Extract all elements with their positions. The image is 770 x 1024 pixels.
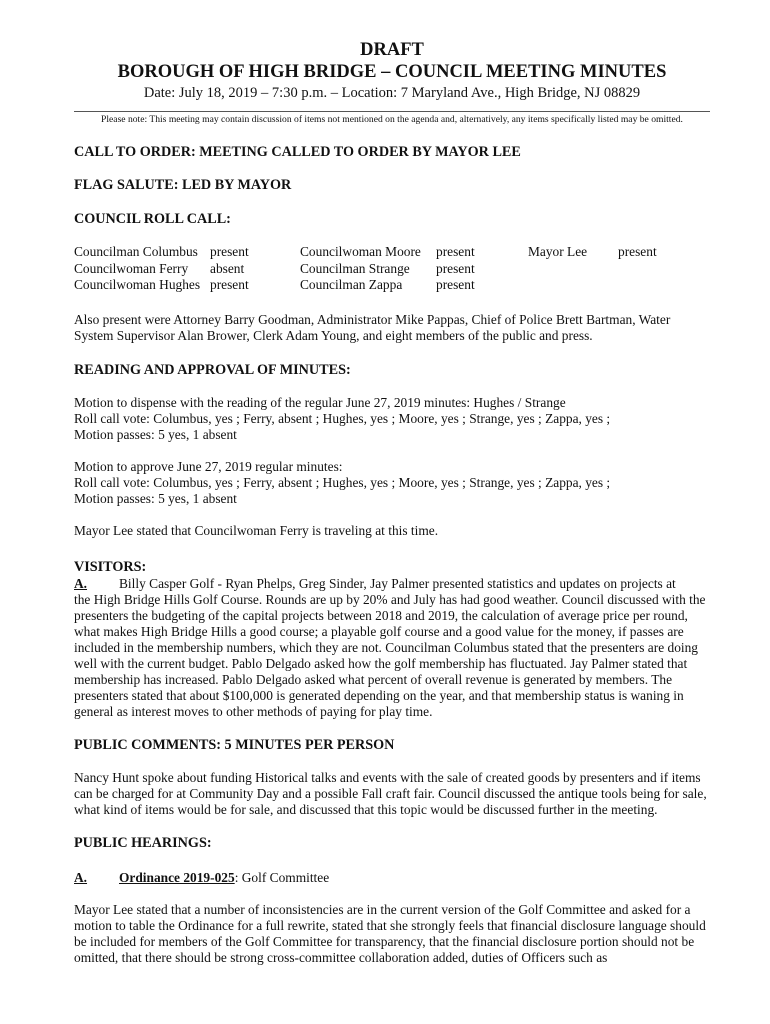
- vote-line: Roll call vote: Columbus, yes ; Ferry, absent ; Hughes, yes ; Moore, yes ; Strange, yes ; Zappa, yes ;: [74, 410, 611, 426]
- roll-entry: Councilman Columbus present: [74, 244, 249, 259]
- public-comments-body: Nancy Hunt spoke about funding Historical talks and events with the sale of created goods by presenters and if items can be charged for at Community Day and a possible Fall craft fair. Council discussed the antique tools being for sale, what kind of items would be for sale, and discussed that this topic would be discussed further in the meeting.: [74, 769, 707, 817]
- hearing-item: [74, 870, 710, 886]
- vote-line: Roll call vote: Columbus, yes ; Ferry, absent ; Hughes, yes ; Moore, yes ; Strange, yes ; Zappa, yes ;: [74, 474, 611, 490]
- result-line: Motion passes: 5 yes, 1 absent: [74, 426, 237, 442]
- roll-entry: Councilman Zappa present: [300, 277, 475, 292]
- call-to-order-heading: CALL TO ORDER: MEETING CALLED TO ORDER BY MAYOR LEE: [74, 144, 521, 160]
- motion-line: Motion to dispense with the reading of the regular June 27, 2019 minutes: Hughes / Strange: [74, 394, 566, 410]
- motion-block: [74, 395, 710, 443]
- public-comments-heading: PUBLIC COMMENTS: 5 MINUTES PER PERSON: [74, 736, 395, 753]
- roll-call-table: [74, 244, 710, 294]
- header-divider: [74, 111, 710, 112]
- motion-line: Motion to approve June 27, 2019 regular minutes:: [74, 458, 343, 474]
- minutes-heading: READING AND APPROVAL OF MINUTES:: [74, 361, 351, 378]
- mayor-statement: Mayor Lee stated that Councilwoman Ferry is traveling at this time.: [74, 522, 439, 538]
- visitors-heading: VISITORS:: [74, 558, 147, 575]
- flag-salute-heading: FLAG SALUTE: LED BY MAYOR: [74, 177, 292, 193]
- visitor-item: [74, 576, 710, 592]
- result-line: Motion passes: 5 yes, 1 absent: [74, 490, 237, 506]
- ordinance-title: : Golf Committee: [234, 869, 330, 885]
- motion-block: [74, 459, 710, 507]
- public-hearings-heading: PUBLIC HEARINGS:: [74, 834, 212, 851]
- roll-entry: Councilwoman Moore present: [300, 244, 475, 259]
- minutes-page: [74, 40, 710, 966]
- roll-call-heading: COUNCIL ROLL CALL:: [74, 211, 231, 227]
- agenda-note: Please note: This meeting may contain discussion of items not mentioned on the agenda and, alternatively, any items specifically listed may be omitted.: [101, 114, 683, 125]
- meeting-info: Date: July 18, 2019 – 7:30 p.m. – Location: 7 Maryland Ave., High Bridge, NJ 08829: [143, 85, 641, 101]
- roll-entry: Councilwoman Ferry absent: [74, 260, 245, 276]
- roll-entry-name: Mayor Lee: [528, 244, 588, 259]
- draft-label: DRAFT: [360, 40, 424, 60]
- visitor-body: the High Bridge Hills Golf Course. Rounds are up by 20% and July has had good weather. Council discussed with the presenters the budgeting of the capital projects between 2018 and 2019, the calculation of average price per round, what makes High Bridge Hills a good course; a playable golf course and a good value for the money, if passes are included in the membership numbers, which they are not. Councilman Columbus stated that the presenters are doing well with the current budget. Pablo Delgado asked how the golf membership has fluctuated. Jay Palmer stated that membership has increased. Pablo Delgado asked what percent of overall revenue is generated by members. The presenters stated that about $100,000 is generated depending on the year, and that membership status is waning in general as interest moves to other methods of paying for play time.: [74, 591, 706, 719]
- hearing-body: Mayor Lee stated that a number of inconsistencies are in the current version of the Golf Committee and asked for a motion to table the Ordinance for a full rewrite, stated that she strongly feels that financial disclosure language should be included for members of the Golf Committee for transparency, that the financial disclosure portion should not be omitted, that there should be strong cross-committee collaboration added, duties of Officers such as: [74, 901, 706, 965]
- visitor-first-line: Billy Casper Golf - Ryan Phelps, Greg Sinder, Jay Palmer presented statistics and updates on projects at: [119, 575, 676, 591]
- also-present-paragraph: Also present were Attorney Barry Goodman, Administrator Mike Pappas, Chief of Police Brett Bartman, Water System Supervisor Alan Brower, Clerk Adam Young, and eight members of the public and press.: [74, 311, 671, 343]
- roll-entry: Councilman Strange present: [300, 260, 475, 276]
- document-title: BOROUGH OF HIGH BRIDGE – COUNCIL MEETING MINUTES: [117, 62, 667, 82]
- item-label: A.: [74, 575, 88, 591]
- roll-entry: Councilwoman Hughes present: [74, 277, 249, 292]
- item-label: A.: [74, 869, 88, 885]
- roll-entry-status: present: [618, 244, 657, 259]
- ordinance-number: Ordinance 2019-025: [119, 869, 235, 885]
